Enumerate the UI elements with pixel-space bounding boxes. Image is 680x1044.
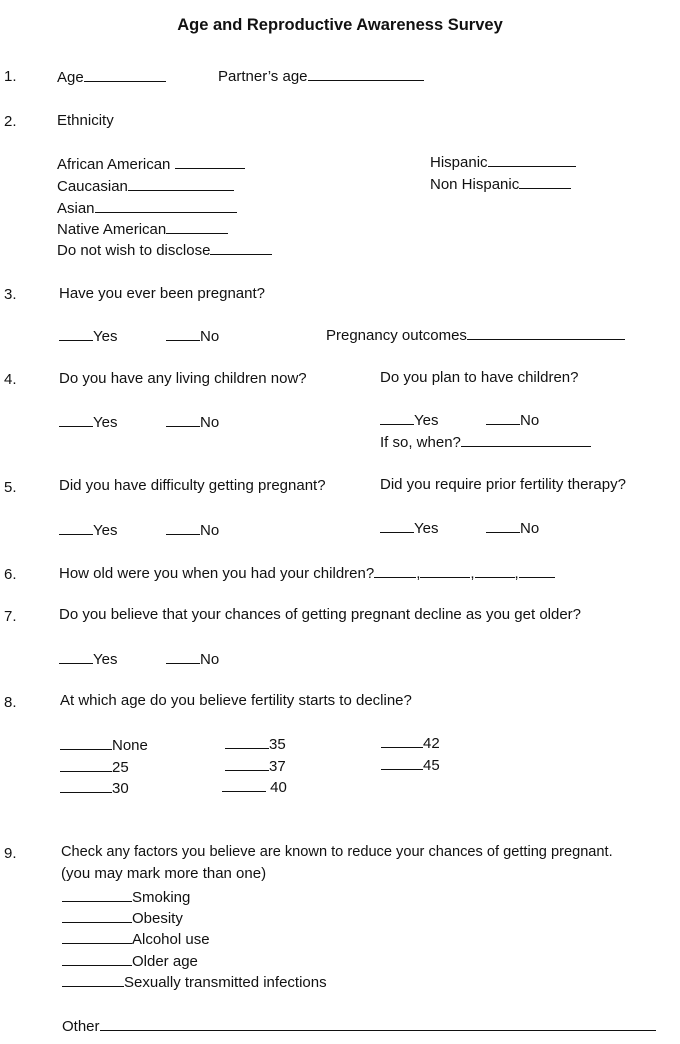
q2-option-non-hispanic[interactable]: [430, 175, 571, 194]
q9-factor-older-age[interactable]: [62, 952, 198, 971]
q7-yes-blank[interactable]: [59, 650, 93, 664]
q2-option-blank[interactable]: [166, 220, 228, 234]
q8-option-blank[interactable]: [60, 758, 112, 772]
q2-number: 2.: [4, 113, 17, 130]
q9-factor-blank[interactable]: [62, 930, 132, 944]
q8-option-blank[interactable]: [225, 735, 269, 749]
q4-yes-option[interactable]: [59, 413, 117, 432]
q9-factor-label: Smoking: [132, 889, 191, 906]
q9-factor-smoking[interactable]: [62, 888, 190, 907]
q1-age-field[interactable]: [57, 68, 166, 87]
q3-yes-blank[interactable]: [59, 327, 93, 341]
q9-factor-blank[interactable]: [62, 973, 124, 987]
q6-number: 6.: [4, 566, 17, 583]
q7-no-label: No: [200, 651, 220, 668]
q9-factor-label: Alcohol use: [132, 931, 210, 948]
q7-question: Do you believe that your chances of getting pregnant decline as you get older?: [59, 606, 582, 623]
q4-plan-yes-option[interactable]: [380, 411, 438, 430]
q4-when-label: If so, when?: [380, 434, 461, 451]
q5-no-blank[interactable]: [166, 521, 200, 535]
q4-number: 4.: [4, 371, 17, 388]
q8-option-label: 35: [269, 736, 286, 753]
q5-therapy-no-blank[interactable]: [486, 519, 520, 533]
q8-option-label: 40: [270, 779, 287, 796]
q6-separator: ,: [514, 565, 519, 582]
q2-option-blank[interactable]: [95, 199, 237, 213]
q8-option-none[interactable]: [60, 736, 148, 755]
q6-separator: ,: [416, 565, 421, 582]
q2-option-blank[interactable]: [519, 175, 571, 189]
q5-therapy-no-label: No: [520, 520, 540, 537]
q8-option-label: 25: [112, 759, 129, 776]
q1-age-blank[interactable]: [84, 68, 166, 82]
q6-blank-2[interactable]: [420, 564, 470, 578]
q9-other-blank[interactable]: [100, 1017, 656, 1031]
q2-option-do-not-disclose[interactable]: [57, 241, 272, 260]
q6-field[interactable]: [59, 564, 555, 583]
q3-yes-option[interactable]: [59, 327, 117, 346]
q6-question: How old were you when you had your children?: [59, 565, 375, 582]
q3-no-label: No: [200, 328, 220, 345]
q2-option-hispanic[interactable]: [430, 153, 576, 172]
q1-age-label: Age: [57, 69, 84, 86]
q5-therapy-question: Did you require prior fertility therapy?: [380, 476, 626, 493]
q8-option-label: None: [112, 737, 148, 754]
q3-question: Have you ever been pregnant?: [59, 285, 265, 302]
q5-no-label: No: [200, 522, 220, 539]
q8-option-label: 45: [423, 757, 440, 774]
q8-option-blank[interactable]: [225, 757, 269, 771]
q1-partner-age-field[interactable]: [218, 67, 424, 86]
q2-option-blank[interactable]: [210, 241, 272, 255]
q2-option-label: Non Hispanic: [430, 176, 520, 193]
q9-factor-alcohol-use[interactable]: [62, 930, 210, 949]
q8-option-blank[interactable]: [60, 736, 112, 750]
q9-factor-sti[interactable]: [62, 973, 327, 992]
q4-plan-no-option[interactable]: [486, 411, 539, 430]
q1-partner-age-label: Partner’s age: [218, 68, 308, 85]
q8-option-blank[interactable]: [222, 778, 266, 792]
q4-no-label: No: [200, 414, 220, 431]
q9-factor-label: Obesity: [132, 910, 183, 927]
q2-option-african-american[interactable]: [57, 155, 245, 174]
q1-partner-age-blank[interactable]: [308, 67, 424, 81]
q2-option-blank[interactable]: [488, 153, 576, 167]
q8-option-label: 30: [112, 780, 129, 797]
q8-option-blank[interactable]: [60, 779, 112, 793]
q9-factor-blank[interactable]: [62, 909, 132, 923]
q2-option-blank[interactable]: [128, 177, 234, 191]
q2-label: Ethnicity: [57, 112, 114, 129]
q3-outcomes-label: Pregnancy outcomes: [326, 327, 467, 344]
q4-when-blank[interactable]: [461, 433, 591, 447]
q9-factor-obesity[interactable]: [62, 909, 183, 928]
q8-option-blank[interactable]: [381, 756, 423, 770]
q5-no-option[interactable]: [166, 521, 219, 540]
q5-yes-blank[interactable]: [59, 521, 93, 535]
q4-yes-label: Yes: [93, 414, 118, 431]
q2-option-label: Hispanic: [430, 154, 488, 171]
q2-option-label: African American: [57, 156, 171, 173]
q9-factor-blank[interactable]: [62, 952, 132, 966]
q4-question: Do you have any living children now?: [59, 370, 307, 387]
q4-plan-no-blank[interactable]: [486, 411, 520, 425]
q7-yes-label: Yes: [93, 651, 118, 668]
q8-option-label: 42: [423, 735, 440, 752]
q9-question: Check any factors you believe are known to reduce your chances of getting pregnant.: [61, 844, 613, 860]
q8-option-25[interactable]: [60, 758, 129, 777]
q8-option-37[interactable]: [225, 757, 286, 776]
q9-other-label: Other: [62, 1018, 100, 1035]
q4-plan-yes-label: Yes: [414, 412, 439, 429]
q8-question: At which age do you believe fertility starts to decline?: [60, 692, 412, 709]
q4-plan-yes-blank[interactable]: [380, 411, 414, 425]
q8-number: 8.: [4, 694, 17, 711]
q8-option-45[interactable]: [381, 756, 440, 775]
q3-no-option[interactable]: [166, 327, 219, 346]
q9-factor-blank[interactable]: [62, 888, 132, 902]
q4-no-option[interactable]: [166, 413, 219, 432]
q8-option-blank[interactable]: [381, 734, 423, 748]
q4-yes-blank[interactable]: [59, 413, 93, 427]
q6-blank-4[interactable]: [519, 564, 555, 578]
q9-factor-label: Older age: [132, 953, 198, 970]
q7-no-blank[interactable]: [166, 650, 200, 664]
q9-number: 9.: [4, 845, 17, 862]
q5-therapy-yes-option[interactable]: [380, 519, 438, 538]
q3-number: 3.: [4, 286, 17, 303]
q4-no-blank[interactable]: [166, 413, 200, 427]
q4-when-field[interactable]: [380, 433, 591, 452]
q2-option-label: Caucasian: [57, 178, 128, 195]
q8-option-40[interactable]: [222, 778, 287, 797]
q9-other-field[interactable]: [62, 1017, 656, 1036]
q8-option-30[interactable]: [60, 779, 129, 798]
q9-note: (you may mark more than one): [61, 865, 267, 882]
q3-outcomes-blank[interactable]: [467, 326, 625, 340]
q8-option-label: 37: [269, 758, 286, 775]
q8-option-42[interactable]: [381, 734, 440, 753]
q5-yes-option[interactable]: [59, 521, 117, 540]
q2-option-caucasian[interactable]: [57, 177, 234, 196]
q6-blank-3[interactable]: [475, 564, 515, 578]
q9-factor-label: Sexually transmitted infections: [124, 974, 327, 991]
q1-number: 1.: [4, 68, 17, 85]
q5-number: 5.: [4, 479, 17, 496]
q5-question: Did you have difficulty getting pregnant?: [59, 477, 326, 494]
q2-option-label: Do not wish to disclose: [57, 242, 211, 259]
q2-option-blank[interactable]: [175, 155, 245, 169]
q7-yes-option[interactable]: [59, 650, 117, 669]
q6-blank-1[interactable]: [374, 564, 416, 578]
q6-separator: ,: [470, 565, 475, 582]
q2-option-native-american[interactable]: [57, 220, 228, 239]
q4-plan-no-label: No: [520, 412, 540, 429]
q4-plan-question: Do you plan to have children?: [380, 369, 579, 386]
q8-option-35[interactable]: [225, 735, 286, 754]
q5-therapy-no-option[interactable]: [486, 519, 539, 538]
q2-option-asian[interactable]: [57, 199, 237, 218]
q5-yes-label: Yes: [93, 522, 118, 539]
q5-therapy-yes-blank[interactable]: [380, 519, 414, 533]
q2-option-label: Native American: [57, 221, 167, 238]
q2-option-label: Asian: [57, 200, 95, 217]
q7-no-option[interactable]: [166, 650, 219, 669]
q3-outcomes-field[interactable]: [326, 326, 625, 345]
q3-yes-label: Yes: [93, 328, 118, 345]
q5-therapy-yes-label: Yes: [414, 520, 439, 537]
q7-number: 7.: [4, 608, 17, 625]
survey-title: Age and Reproductive Awareness Survey: [177, 16, 503, 34]
q3-no-blank[interactable]: [166, 327, 200, 341]
